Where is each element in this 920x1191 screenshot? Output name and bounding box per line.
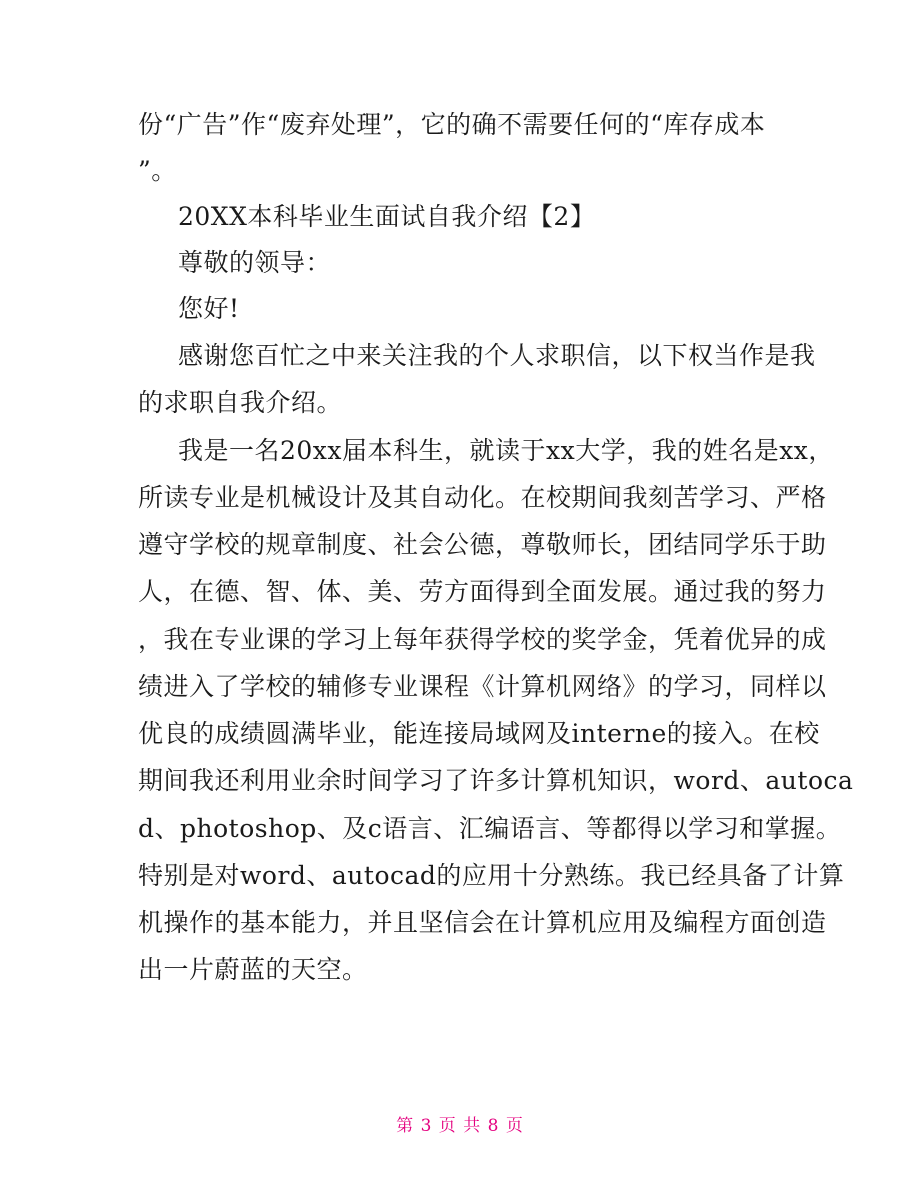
text-line: 的求职自我介绍。 [138,388,343,417]
text-line: 期间我还利用业余时间学习了许多计算机知识，word、autoca [138,766,854,795]
text-line: 优良的成绩圆满毕业，能连接局域网及interne的接入。在校 [138,719,820,748]
text-line: 机操作的基本能力，并且坚信会在计算机应用及编程方面创造 [138,908,827,937]
text-line: 份“广告”作“废弃处理”，它的确不需要任何的“库存成本 [138,110,766,139]
text-line: ，我在专业课的学习上每年获得学校的奖学金，凭着优异的成 [138,625,827,654]
text-line: 出一片蔚蓝的天空。 [138,955,368,984]
text-line: 绩进入了学校的辅修专业课程《计算机网络》的学习，同样以 [138,672,827,701]
text-line: 遵守学校的规章制度、社会公德，尊敬师长，团结同学乐于助 [138,530,827,559]
text-line: 感谢您百忙之中来关注我的个人求职信，以下权当作是我 [178,341,816,370]
text-line: d、photoshop、及c语言、汇编语言、等都得以学习和掌握。 [138,814,842,843]
text-line: ”。 [138,156,177,185]
page-number-footer: 第 3 页 共 8 页 [396,1116,524,1136]
section-heading: 20XX本科毕业生面试自我介绍【2】 [178,202,596,231]
text-line: 特别是对word、autocad的应用十分熟练。我已经具备了计算 [138,861,845,890]
text-line: 所读专业是机械设计及其自动化。在校期间我刻苦学习、严格 [138,483,827,512]
greeting: 您好! [178,294,240,323]
salutation: 尊敬的领导： [178,248,332,277]
text-line: 人，在德、智、体、美、劳方面得到全面发展。通过我的努力 [138,577,827,606]
text-line: 我是一名20xx届本科生，就读于xx大学，我的姓名是xx， [178,436,834,465]
